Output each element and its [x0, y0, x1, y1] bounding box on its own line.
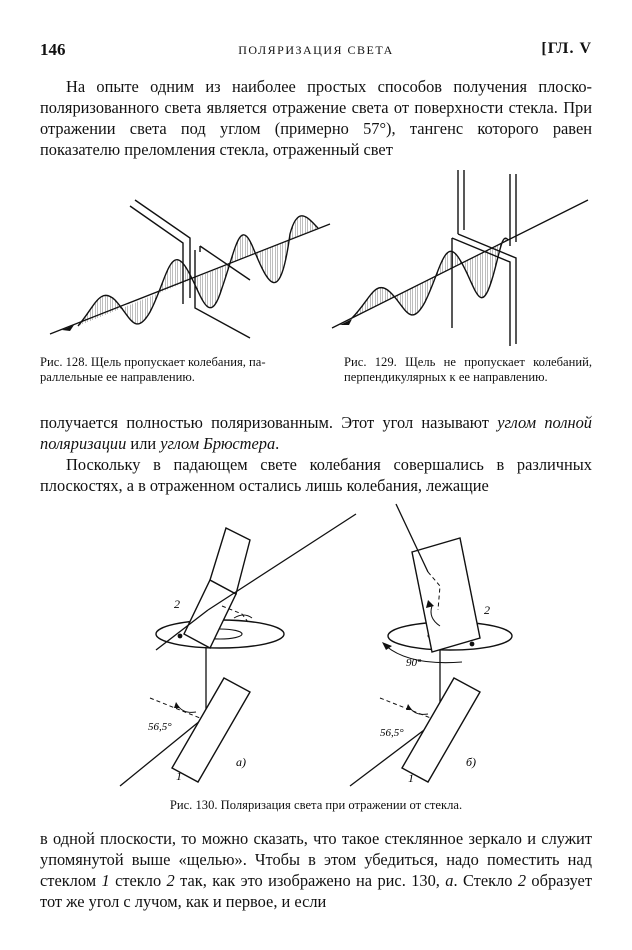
label-glass1-a: 1 [176, 769, 182, 783]
page-header [40, 40, 592, 62]
label-panel-a: а) [236, 755, 246, 769]
p4-text-a: в одной плоскости, то можно сказать, что такое стеклянное зеркало и служит упомянутой выше «щелью». Чтобы в этом убедиться, надо поместить над стеклом [40, 829, 592, 890]
running-title: ПОЛЯРИЗАЦИЯ СВЕТА [238, 43, 394, 57]
term-brewster-angle: углом Брюстера [160, 434, 276, 453]
label-glass2-b: 2 [484, 603, 490, 617]
paragraph-2 [40, 412, 592, 454]
paragraph-4 [40, 828, 592, 912]
label-angle-b: 56,5° [380, 727, 404, 739]
p4-text-d: . Стекло [453, 871, 518, 890]
label-glass1-b: 1 [408, 771, 414, 785]
p2-text-mid: или [126, 434, 161, 453]
p4-glass-2: 2 [166, 871, 175, 890]
figure-129 [330, 168, 592, 348]
p2-text-end: . [275, 434, 280, 453]
label-angle-a: 56,5° [148, 721, 172, 733]
fig130-panel-a [120, 514, 356, 786]
fig130-panel-b [350, 504, 512, 786]
caption-fig-130: Рис. 130. Поляризация света при отражении от стекла. [169, 798, 463, 812]
p4-text-e: образует тот же угол с лучом, как и первое, и если [40, 871, 592, 911]
figure-128 [40, 188, 340, 348]
p4-text-c: так, как это изображено на рис. 130, [174, 871, 446, 890]
p4-glass-2b: 2 [517, 871, 527, 890]
label-rotation: 90° [406, 657, 422, 669]
fig129-wave [332, 200, 588, 328]
figure-130 [110, 500, 550, 796]
caption-fig-128: Рис. 128. Щель пропускает колебания, параллельные ее направлению. [40, 355, 266, 384]
label-panel-b: б) [466, 755, 477, 769]
chapter-marker: [ГЛ. V [541, 40, 592, 57]
p2-text-start: получается полностью поляризованным. Этот угол называют [40, 413, 498, 432]
paragraph-1: На опыте одним из наиболее простых способов получения плоскополяризованного света является отражение света от поверхности стекла. При отражении света под углом (примерно 57°), тангенс которого равен показателю преломления стекла, отраженный свет [40, 77, 592, 159]
fig128-slit [130, 200, 250, 338]
p4-text-b: стекло [109, 871, 167, 890]
p4-panel-letter: а [445, 871, 454, 890]
term-full-polarization-angle: углом полной поляризации [40, 413, 592, 453]
page-number: 146 [40, 40, 66, 59]
p4-glass-1: 1 [101, 871, 110, 890]
paragraph-3: Поскольку в падающем свете колебания совершались в различных плоскостях, а в отраженном остались лишь колебания, лежащие [40, 455, 592, 495]
label-glass2-a: 2 [174, 597, 180, 611]
caption-fig-129: Рис. 129. Щель не пропускает колебаний, перпендикулярных к ее направлению. [344, 355, 592, 384]
